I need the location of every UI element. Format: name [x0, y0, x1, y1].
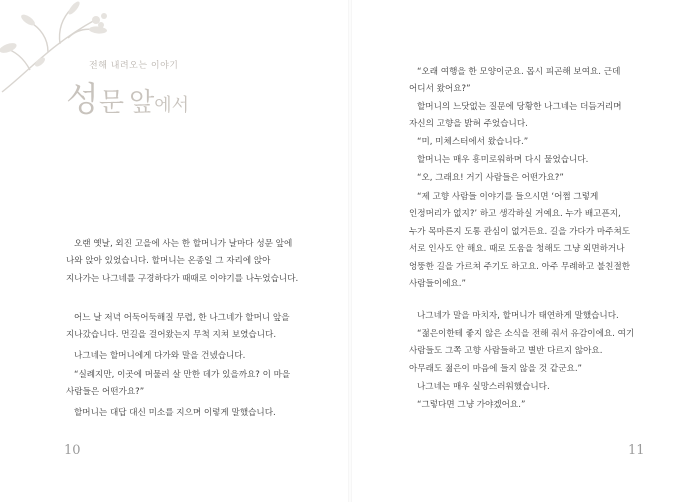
paragraph: 오랜 옛날, 외진 고을에 사는 한 할머니가 날마다 성문 앞에 나와 앉아 있었습니다. 할머니는 온종일 그 자리에 앉아 지나가는 나그네를 구경하다가 때때로 이야기를 나누었습니다.	[66, 239, 299, 284]
paragraph: 나그네는 매우 실망스러워했습니다.	[417, 382, 550, 392]
paragraph: “젊은이한테 좋지 않은 소식을 전해 줘서 유감이에요. 여기 사람들도 그쪽 고향 사람들하고 별반 다르지 않아요. 아무래도 젊은이 마음에 들지 않을 것 같군요.”	[409, 329, 635, 374]
paragraph: 어느 날 저녁 어둑어둑해질 무렵, 한 나그네가 할머니 앞을 지나갔습니다. 먼길을 걸어왔는지 무척 지쳐 보였습니다.	[66, 313, 290, 341]
paragraph: 할머니의 느닷없는 질문에 당황한 나그네는 더듬거리며 자신의 고향을 밝혀 주었습니다.	[409, 102, 622, 130]
paragraph: “실례지만, 이곳에 머물러 살 만한 데가 있을까요? 이 마을 사람들은 어떤가요?”	[66, 370, 291, 398]
paragraph: “오래 여행을 한 모양이군요. 몹시 피곤해 보여요. 근데 어디서 왔어요?”	[409, 67, 621, 95]
story-title	[66, 72, 189, 121]
page-number-right: 11	[628, 443, 645, 458]
title-char-4: 에서	[154, 95, 189, 116]
paragraph: “그렇다면 그냥 가야겠어요.”	[417, 400, 526, 410]
paragraph: 할머니는 대답 대신 미소를 지으며 이렇게 말했습니다.	[74, 408, 276, 418]
paragraph: 나그네는 할머니에게 다가와 말을 건넸습니다.	[74, 351, 246, 361]
page-number-left: 10	[64, 443, 81, 458]
paragraph: 나그네가 말을 마치자, 할머니가 태연하게 말했습니다.	[417, 311, 619, 321]
paragraph: “오, 그래요! 거기 사람들은 어떤가요?”	[417, 173, 564, 183]
paragraph: “미, 미체스터에서 왔습니다.”	[417, 137, 529, 147]
title-char-3: 앞	[129, 88, 155, 118]
title-char-1: 성	[66, 80, 99, 120]
paragraph: 할머니는 매우 흥미로워하며 다시 물었습니다.	[417, 155, 589, 165]
paragraph: “제 고향 사람들 이야기를 들으시면 ‘어쩜 그렇게 인정머리가 없지?’ 하고 생각하실 거예요. 누가 배고픈지, 누가 목마른지 도통 관심이 없거든요. 길을 가다가 마주쳐도 서로 인사도 안 해요. 때로 도움을 청해도 그냥 외면하거나 엉뚱한 길을 가르쳐 주기도 하고요. 아주 무례하고 불친절한 사람들이에요.”	[409, 192, 631, 290]
title-char-2: 문	[98, 88, 124, 118]
story-subtitle: 전해 내려오는 이야기	[89, 61, 179, 71]
